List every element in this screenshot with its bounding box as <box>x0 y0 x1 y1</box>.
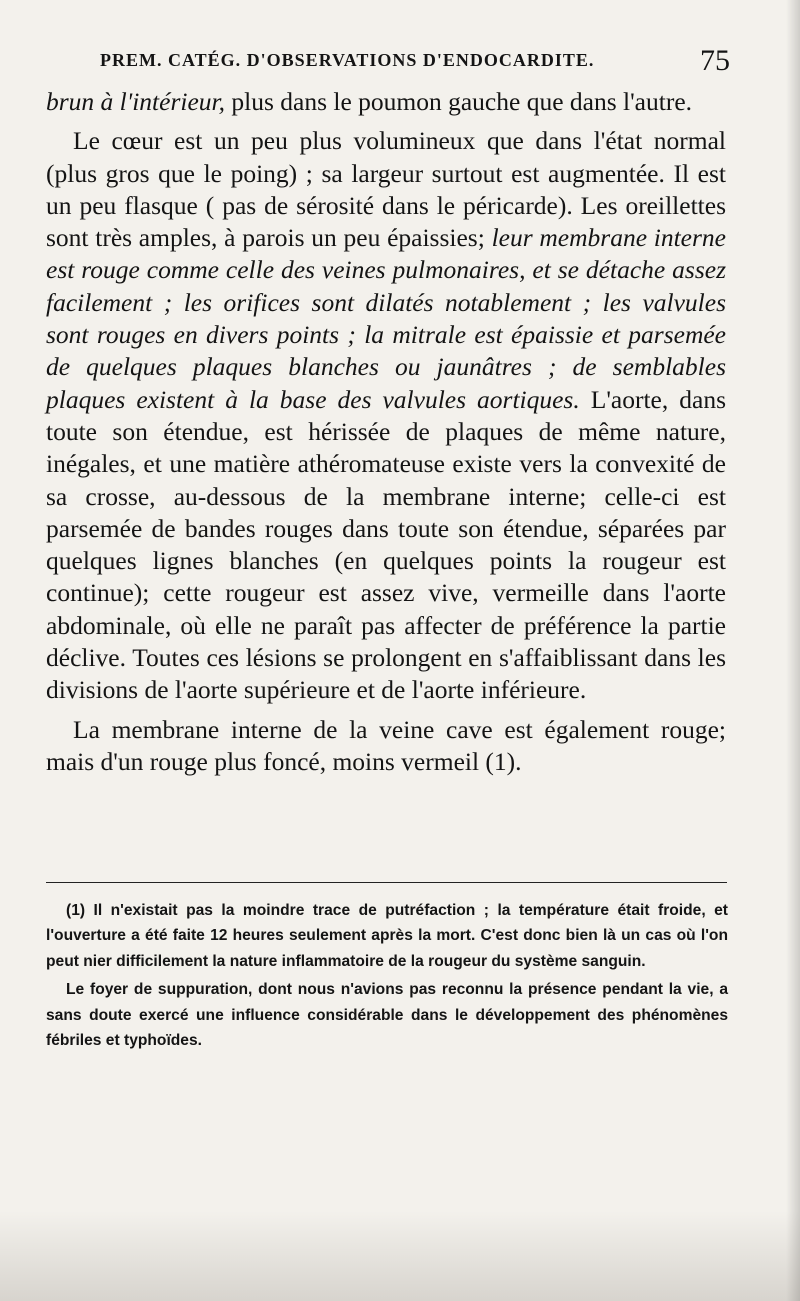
footnote-1: (1) Il n'existait pas la moindre trace de putréfaction ; la température était froide, et l'ouverture a été faite 12 heures seulement après la mort. C'est donc bien là un cas où l'on peut nier difficilement la nature inflammatoire de la rougeur du système sanguin. <box>46 902 728 970</box>
page-bottom-shadow <box>0 1211 800 1301</box>
footnote-2: Le foyer de suppuration, dont nous n'avions pas reconnu la présence pendant la vie, a sans doute exercé une influence considérable dans le développement des phénomènes fébriles et typhoïdes. <box>46 981 728 1050</box>
paragraph-2-italic: leur membrane interne est rouge comme celle des veines pulmonaires, et se détache assez facilement ; les orifices sont dilatés notablement ; les valvules sont rouges en divers points ; la mitrale est épaissie et parsemée de quelques plaques blanches ou jaunâtres ; de semblables plaques existent à la base des valvules aortiques. <box>46 223 726 414</box>
page-number: 75 <box>700 44 730 77</box>
paragraph-2-text-a: Le cœur est un peu plus volumineux que dans l'état normal (plus gros que le poing) ; sa largeur surtout est augmentée. Il est un peu flasque ( pas de sérosité dans le péricarde). Les oreillettes sont très amples, à parois un peu épaissies; <box>46 126 726 253</box>
running-head: PREM. CATÉG. D'OBSERVATIONS D'ENDOCARDITE. <box>100 50 595 70</box>
paragraph-1-italic: brun à l'intérieur, <box>46 87 225 116</box>
page-edge-shadow <box>786 0 800 1301</box>
paragraph-3 <box>46 714 726 779</box>
main-text <box>46 86 726 778</box>
footnote-rule <box>46 882 727 883</box>
paragraph-2 <box>46 125 726 706</box>
paragraph-1 <box>46 86 726 118</box>
footnotes <box>46 898 728 1053</box>
page-header <box>100 44 730 78</box>
paragraph-1-text: plus dans le poumon gauche que dans l'autre. <box>225 87 693 116</box>
paragraph-3-text: La membrane interne de la veine cave est également rouge; mais d'un rouge plus foncé, moins vermeil (1). <box>46 714 726 776</box>
paragraph-2-text-b: L'aorte, dans toute son étendue, est hérissée de plaques de même nature, inégales, et une matière athéromateuse existe vers la convexité de sa crosse, au-dessous de la membrane interne; celle-ci est parsemée de bandes rouges dans toute son étendue, séparées par quelques lignes blanches (en quelques points la rougeur est continue); cette rougeur est assez vive, vermeille dans l'aorte abdominale, où elle ne paraît pas affecter de préférence la partie déclive. Toutes ces lésions se prolongent en s'affaiblissant dans les divisions de l'aorte supérieure et de l'aorte inférieure. <box>46 384 726 705</box>
